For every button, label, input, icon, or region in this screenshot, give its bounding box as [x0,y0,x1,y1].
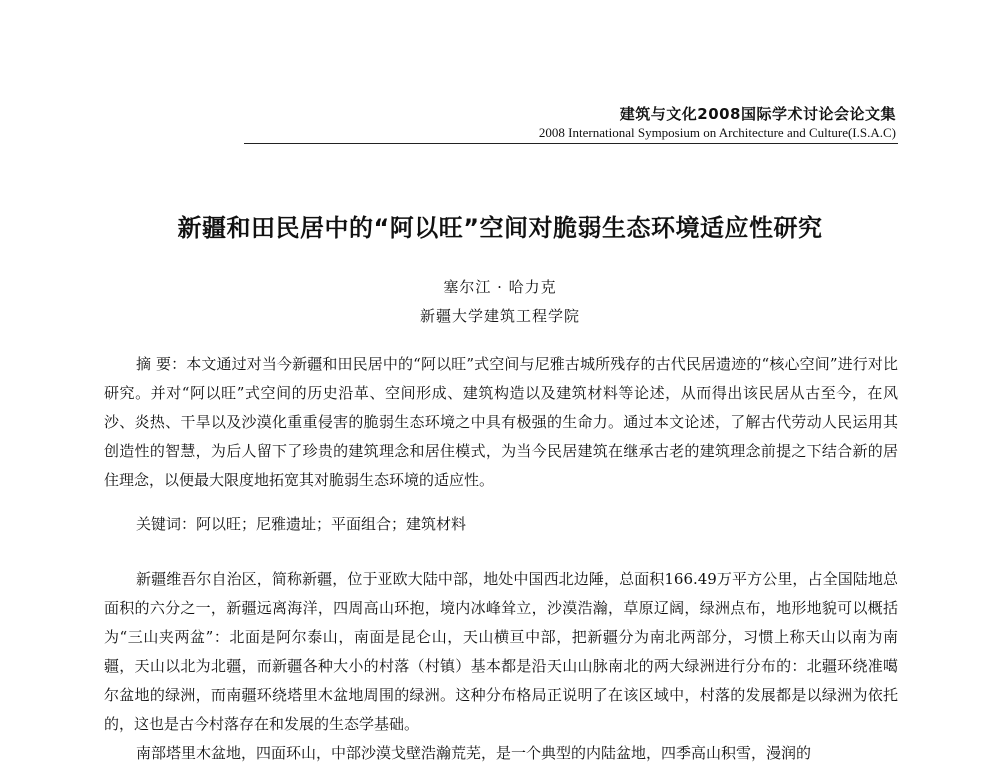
keywords-label: 关键词： [136,515,197,533]
keywords-text: 阿以旺；尼雅遗址；平面组合；建筑材料 [196,515,467,533]
keywords [136,510,896,539]
header-rule [244,143,898,144]
paper-title: 新疆和田民居中的“阿以旺”空间对脆弱生态环境适应性研究 [177,214,823,242]
abstract-label: 摘 要： [136,355,187,373]
paper-author: 塞尔江 · 哈力克 [443,278,557,296]
abstract [104,350,898,495]
paper-affiliation: 新疆大学建筑工程学院 [419,307,580,325]
body-paragraph-2: 南部塔里木盆地，四面环山，中部沙漠戈壁浩瀚荒芜，是一个典型的内陆盆地，四季高山积雪，漫润的 [136,744,812,762]
proceedings-title-cn: 建筑与文化2008国际学术讨论会论文集 [619,105,896,123]
body-paragraph-1: 新疆维吾尔自治区，简称新疆，位于亚欧大陆中部，地处中国西北边陲，总面积166.49万平方公里，占全国陆地总面积的六分之一，新疆远离海洋，四周高山环抱，境内冰峰耸立，沙漠浩瀚，草原辽阔，绿洲点布，地形地貌可以概括为“三山夹两盆”：北面是阿尔泰山，南面是昆仑山，天山横亘中部，把新疆分为南北两部分，习惯上称天山以南为南疆，天山以北为北疆，而新疆各种大小的村落（村镇）基本都是沿天山山脉南北的两大绿洲进行分布的：北疆环绕准噶尔盆地的绿洲，而南疆环绕塔里木盆地周围的绿洲。这种分布格局正说明了在该区域中，村落的发展都是以绿洲为依托的，这也是古今村落存在和发展的生态学基础。 [104,570,898,733]
abstract-text: 本文通过对当今新疆和田民居中的“阿以旺”式空间与尼雅古城所残存的古代民居遗迹的“核心空间”进行对比研究。并对“阿以旺”式空间的历史沿革、空间形成、建筑构造以及建筑材料等论述，从而得出该民居从古至今，在风沙、炎热、干旱以及沙漠化重重侵害的脆弱生态环境之中具有极强的生命力。通过本文论述，了解古代劳动人民运用其创造性的智慧，为后人留下了珍贵的建筑理念和居住模式，为当今民居建筑在继承古老的建筑理念前提之下结合新的居住理念，以便最大限度地拓宽其对脆弱生态环境的适应性。 [104,355,898,489]
proceedings-title-en: 2008 International Symposium on Architecture and Culture(I.S.A.C) [538,125,896,140]
